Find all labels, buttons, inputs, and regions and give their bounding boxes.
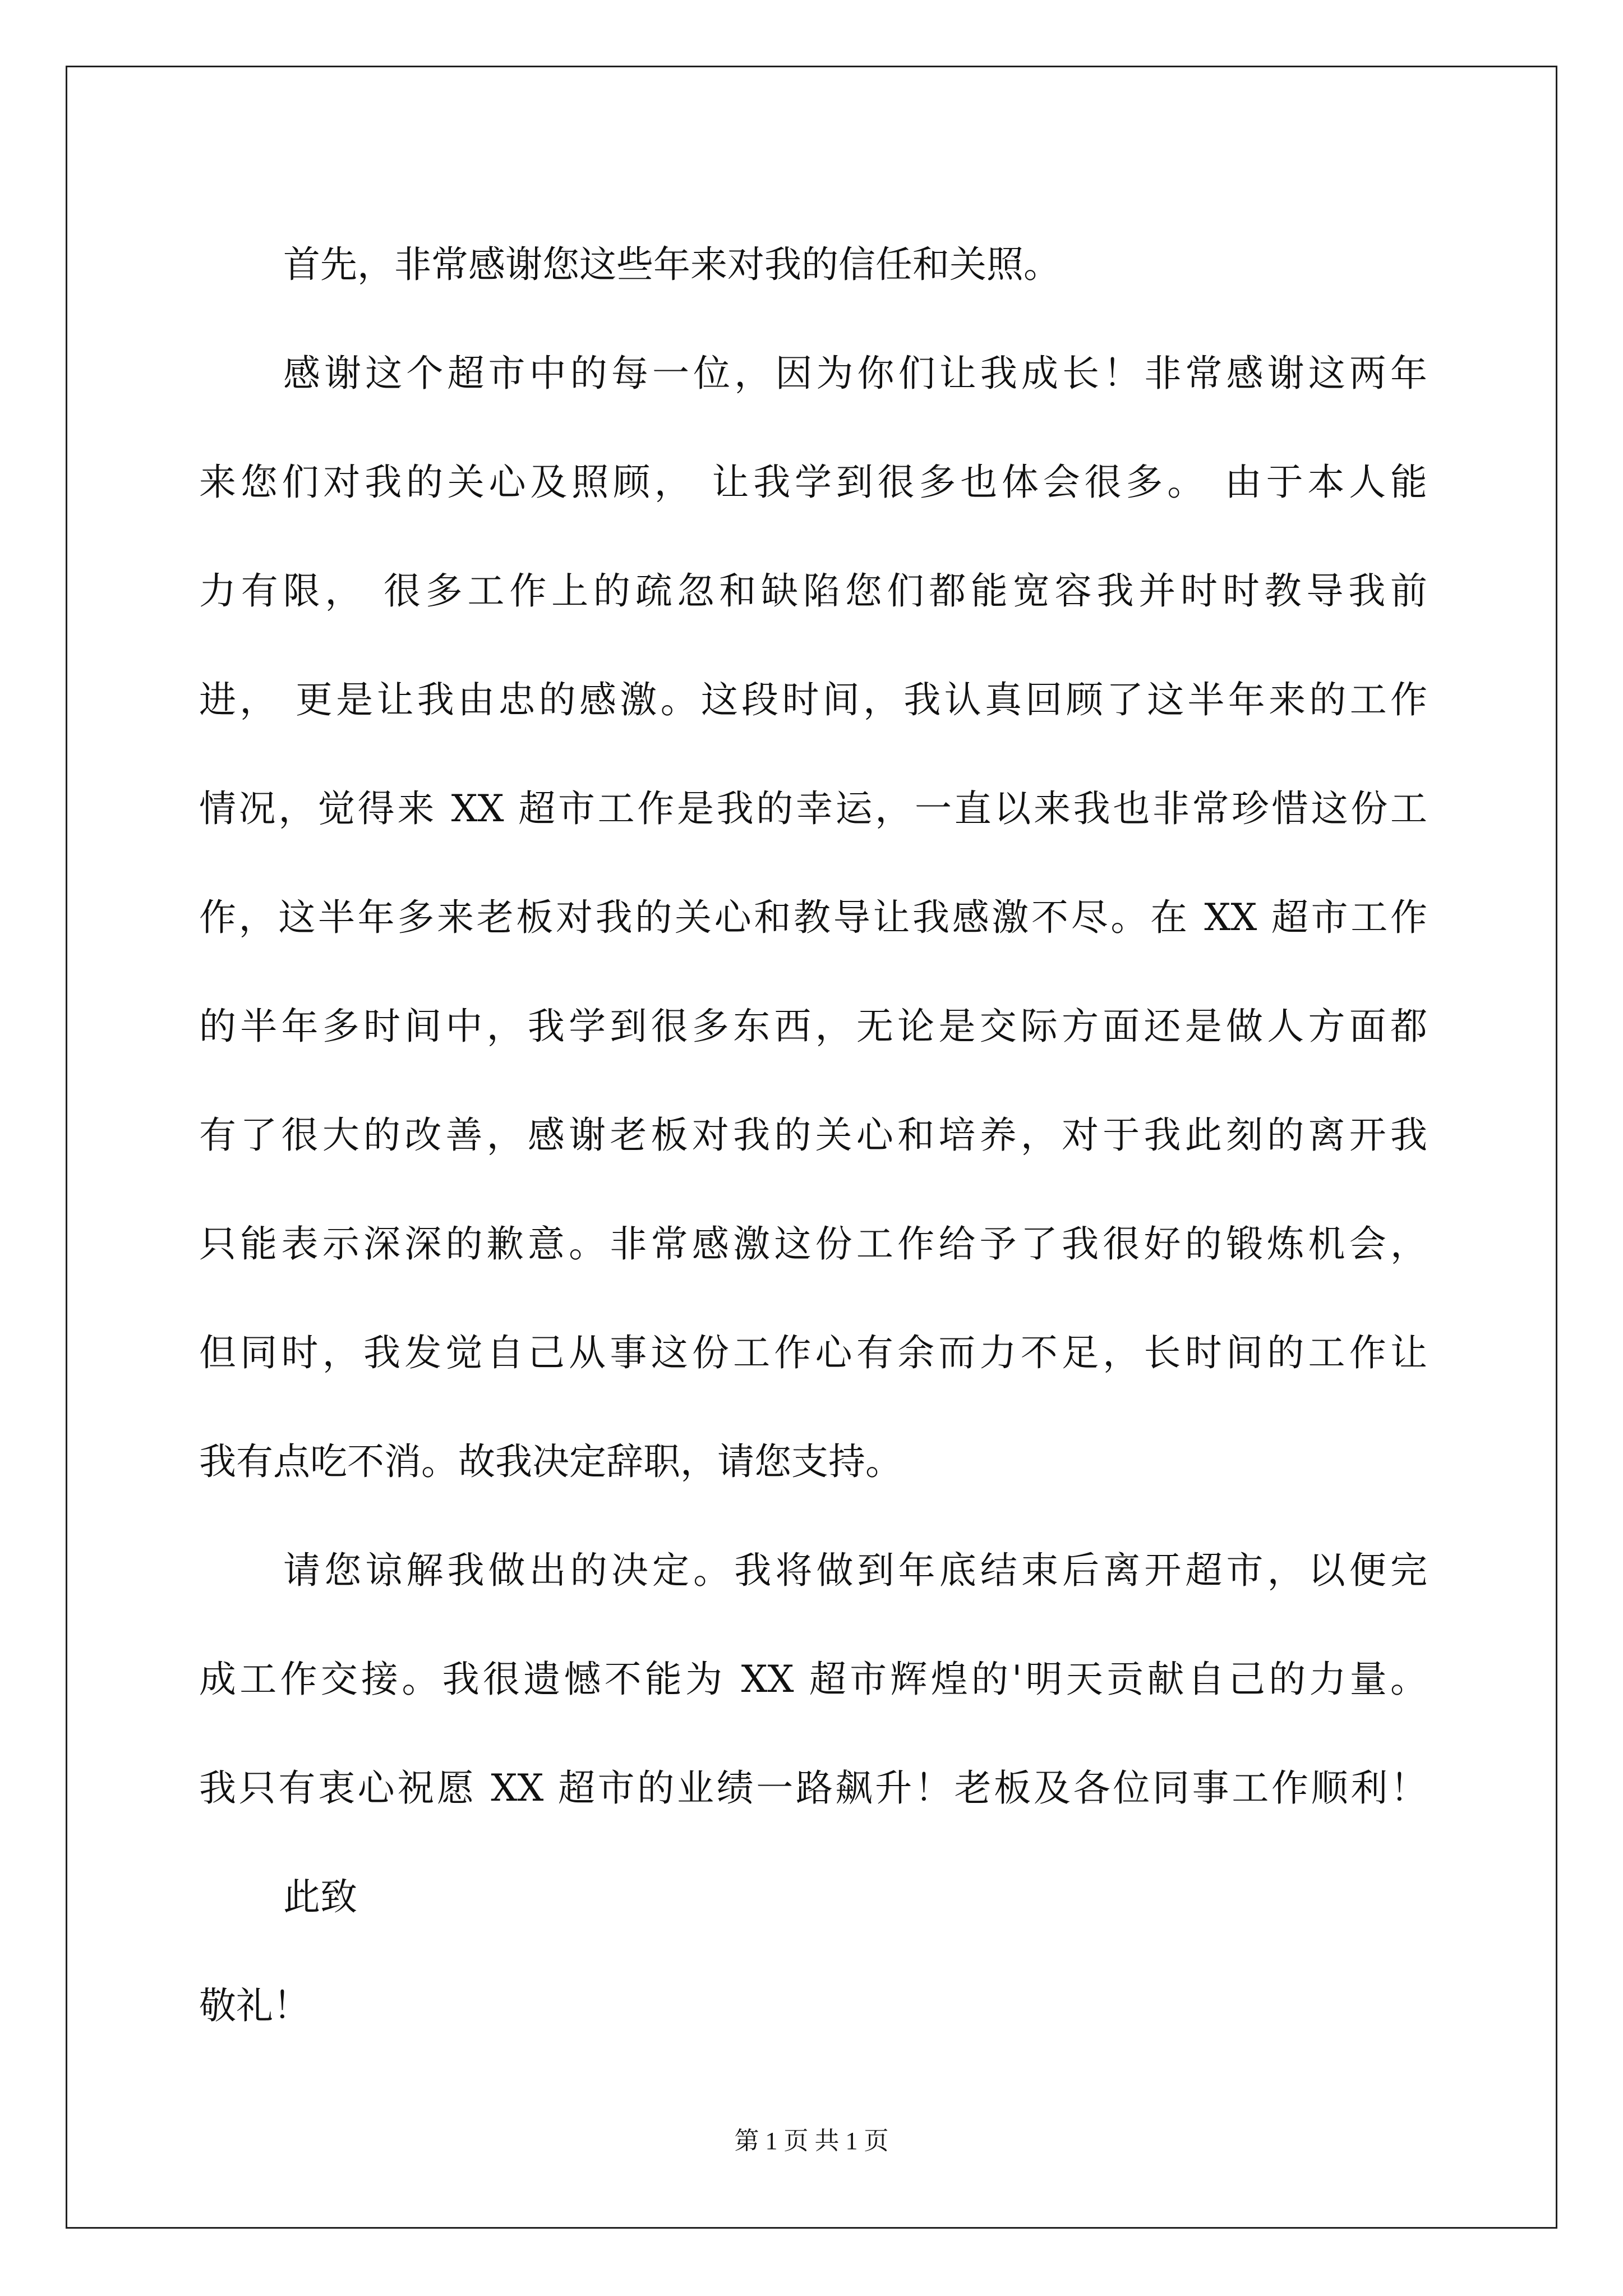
salutation-cizhi: 此致 bbox=[283, 1875, 357, 1918]
paragraph-thanks-line: 的半年多时间中，我学到很多东西，无论是交际方面还是做人方面都 bbox=[199, 1005, 1427, 1048]
letter-body bbox=[199, 210, 1427, 2060]
salutation-jingli: 敬礼！ bbox=[199, 1984, 310, 2027]
paragraph-thanks-line: 我有点吃不消。故我决定辞职，请您支持。 bbox=[199, 1440, 902, 1483]
paragraph-thanks-line: 有了很大的改善，感谢老板对我的关心和培养，对于我此刻的离开我 bbox=[199, 1114, 1427, 1157]
paragraph-thanks-line: 进， 更是让我由忠的感激。这段时间，我认真回顾了这半年来的工作 bbox=[199, 678, 1427, 721]
paragraph-closing-line: 成工作交接。我很遗憾不能为 XX 超市辉煌的'明天贡献自己的力量。 bbox=[199, 1658, 1427, 1701]
paragraph-thanks-line: 来您们对我的关心及照顾， 让我学到很多也体会很多。 由于本人能 bbox=[199, 461, 1427, 504]
paragraph-thanks-line: 情况，觉得来 XX 超市工作是我的幸运，一直以来我也非常珍惜这份工 bbox=[199, 787, 1427, 830]
paragraph-thanks-line: 作，这半年多来老板对我的关心和教导让我感激不尽。在 XX 超市工作 bbox=[199, 896, 1427, 939]
paragraph-closing-line: 请您谅解我做出的决定。我将做到年底结束后离开超市，以便完 bbox=[283, 1549, 1427, 1592]
page-number: 第 1 页 共 1 页 bbox=[734, 2127, 889, 2155]
paragraph-closing-line: 我只有衷心祝愿 XX 超市的业绩一路飙升！老板及各位同事工作顺利！ bbox=[199, 1766, 1427, 1810]
paragraph-thanks-line: 只能表示深深的歉意。非常感激这份工作给予了我很好的锻炼机会， bbox=[199, 1222, 1427, 1266]
paragraph-thanks-line: 力有限， 很多工作上的疏忽和缺陷您们都能宽容我并时时教导我前 bbox=[199, 569, 1427, 613]
paragraph-opening: 首先，非常感谢您这些年来对我的信任和关照。 bbox=[283, 243, 1061, 286]
paragraph-thanks-line: 感谢这个超市中的每一位，因为你们让我成长！非常感谢这两年 bbox=[283, 352, 1427, 395]
paragraph-thanks-line: 但同时，我发觉自己从事这份工作心有余而力不足，长时间的工作让 bbox=[199, 1331, 1427, 1374]
